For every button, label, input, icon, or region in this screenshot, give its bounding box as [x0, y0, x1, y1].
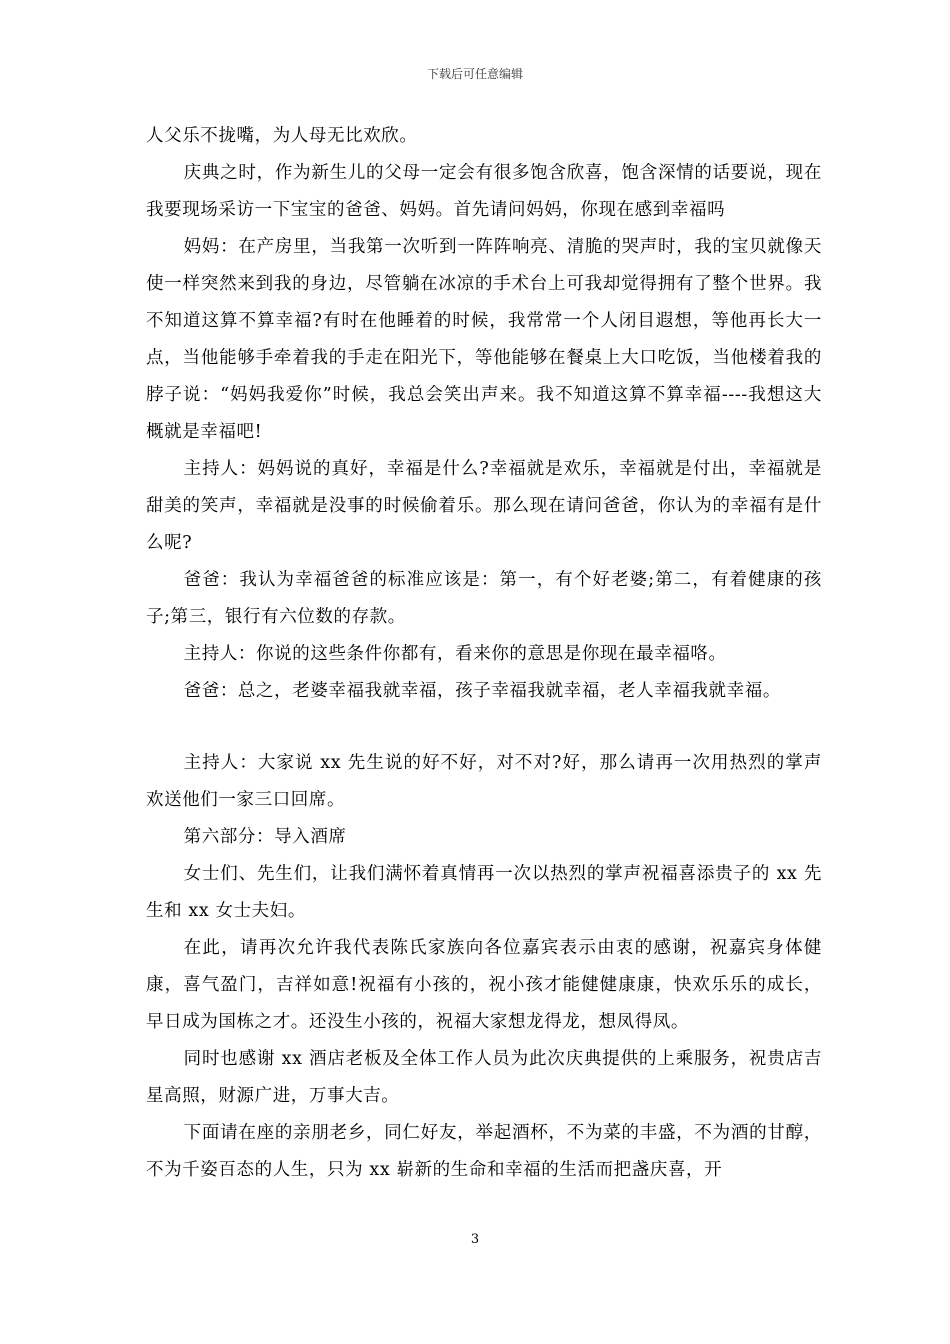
- paragraph: 人父乐不拢嘴，为人母无比欢欣。: [146, 126, 418, 146]
- paragraph: 妈妈：在产房里，当我第一次听到一阵阵响亮、清脆的哭声时，我的宝贝就像天使一样突然来到我的身边，尽管躺在冰凉的手术台上可我却觉得拥有了整个世界。我不知道这算不算幸福?有时在他睡着的时候，我常常一个人闭目遐想，等他再长大一点，当他能够手牵着我的手走在阳光下，等他能够在餐桌上大口吃饭，当他楼着我的脖子说：“妈妈我爱你”时候，我总会笑出声来。我不知道这算不算幸福----我想这大概就是幸福吧!: [146, 237, 822, 442]
- paragraph: 爸爸：我认为幸福爸爸的标准应该是：第一，有个好老婆;第二，有着健康的孩子;第三，银行有六位数的存款。: [146, 570, 822, 627]
- paragraph: 女士们、先生们，让我们满怀着真情再一次以热烈的掌声祝福喜添贵子的 xx 先生和 xx 女士夫妇。: [146, 864, 822, 921]
- paragraph: 主持人：妈妈说的真好，幸福是什么?幸福就是欢乐，幸福就是付出，幸福就是甜美的笑声，幸福就是没事的时候偷着乐。那么现在请问爸爸，你认为的幸福有是什么呢?: [146, 459, 822, 553]
- document-body: [146, 118, 822, 1189]
- paragraph: 同时也感谢 xx 酒店老板及全体工作人员为此次庆典提供的上乘服务，祝贵店吉星高照，财源广进，万事大吉。: [146, 1049, 822, 1106]
- paragraph: 下面请在座的亲朋老乡，同仁好友，举起酒杯，不为菜的丰盛，不为酒的甘醇，不为千姿百态的人生，只为 xx 崭新的生命和幸福的生活而把盏庆喜，开: [146, 1123, 822, 1180]
- paragraph: 在此，请再次允许我代表陈氏家族向各位嘉宾表示由衷的感谢，祝嘉宾身体健康，喜气盈门，吉祥如意!祝福有小孩的，祝小孩才能健健康康，快欢乐乐的成长，早日成为国栋之才。还没生小孩的，祝福大家想龙得龙，想凤得凤。: [146, 938, 822, 1032]
- paragraph: 主持人：你说的这些条件你都有，看来你的意思是你现在最幸福咯。: [183, 644, 727, 664]
- paragraph: 爸爸：总之，老婆幸福我就幸福，孩子幸福我就幸福，老人幸福我就幸福。: [183, 681, 781, 701]
- page-number: 3: [470, 1232, 480, 1247]
- paragraph: 庆典之时，作为新生儿的父母一定会有很多饱含欣喜，饱含深情的话要说，现在我要现场采访一下宝宝的爸爸、妈妈。首先请问妈妈，你现在感到幸福吗: [146, 163, 822, 220]
- section-heading: 第六部分：导入酒席: [183, 827, 347, 847]
- blank-line: [146, 710, 822, 745]
- paragraph: 主持人：大家说 xx 先生说的好不好，对不对?好，那么请再一次用热烈的掌声欢送他们一家三口回席。: [146, 753, 822, 810]
- page-header: 下载后可任意编辑: [426, 67, 523, 81]
